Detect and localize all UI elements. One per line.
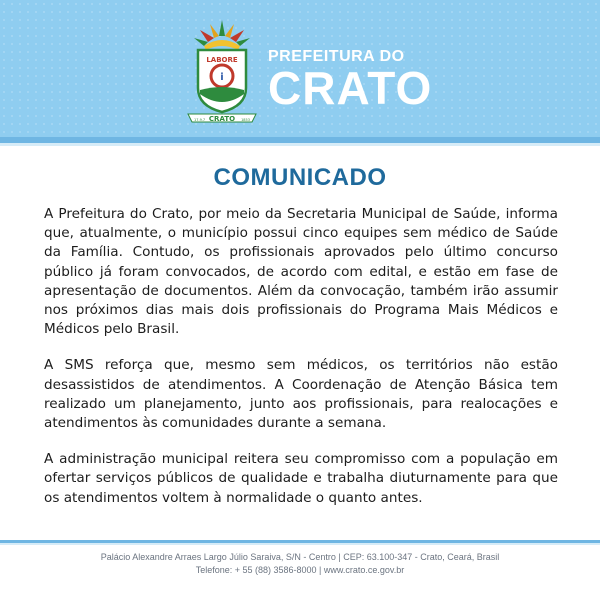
crest-motto: LABORE (206, 56, 238, 64)
crest-year-left: 17.9.7 (194, 118, 206, 122)
footer (0, 551, 600, 577)
announcement-body (44, 205, 558, 525)
crest-year-right: 1853 (241, 118, 250, 122)
city-crest-emblem (186, 18, 258, 126)
brand-subtitle: PREFEITURA DO (268, 48, 405, 65)
footer-divider-light (0, 543, 600, 545)
paragraph: A SMS reforça que, mesmo sem médicos, os territórios não estão desassistidos de atendimentos. A Coordenação de Atenção Básica tem realizado um planejamento, junto aos profissionais, para realocações e atendimentos às comunidades durante a semana. (44, 357, 558, 432)
feather-crown-icon (194, 20, 250, 50)
paragraph: A Prefeitura do Crato, por meio da Secretaria Municipal de Saúde, informa que, atualmente, o município possui cinco equipes sem médico de Saúde da Família. Contudo, os profissionais aprovados pelo último concurso público já foram convocados, de acordo com edital, e estão em fase de apresentação de documentos. Além da convocação, também irão assumir nos próximos dias mais dois profissionais do Programa Mais Médicos e Médicos pelo Brasil. (44, 206, 558, 338)
svg-text:i: i (220, 72, 224, 83)
crest-banner-name: CRATO (208, 115, 236, 123)
paragraph: A administração municipal reitera seu compromisso com a população em ofertar serviços públicos de qualidade e trabalha diuturnamente para que os atendimentos voltem à normalidade o quanto antes. (44, 451, 558, 506)
city-wordmark (268, 48, 433, 114)
footer-address: Palácio Alexandre Arraes Largo Júlio Saraiva, S/N - Centro | CEP: 63.100-347 - Crato, Ceará, Brasil (100, 552, 500, 562)
header-divider-light (0, 143, 600, 146)
page-title: COMUNICADO (213, 164, 387, 191)
footer-contact: Telefone: + 55 (88) 3586-8000 | www.crato.ce.gov.br (195, 565, 405, 575)
brand-title: CRATO (268, 62, 433, 114)
